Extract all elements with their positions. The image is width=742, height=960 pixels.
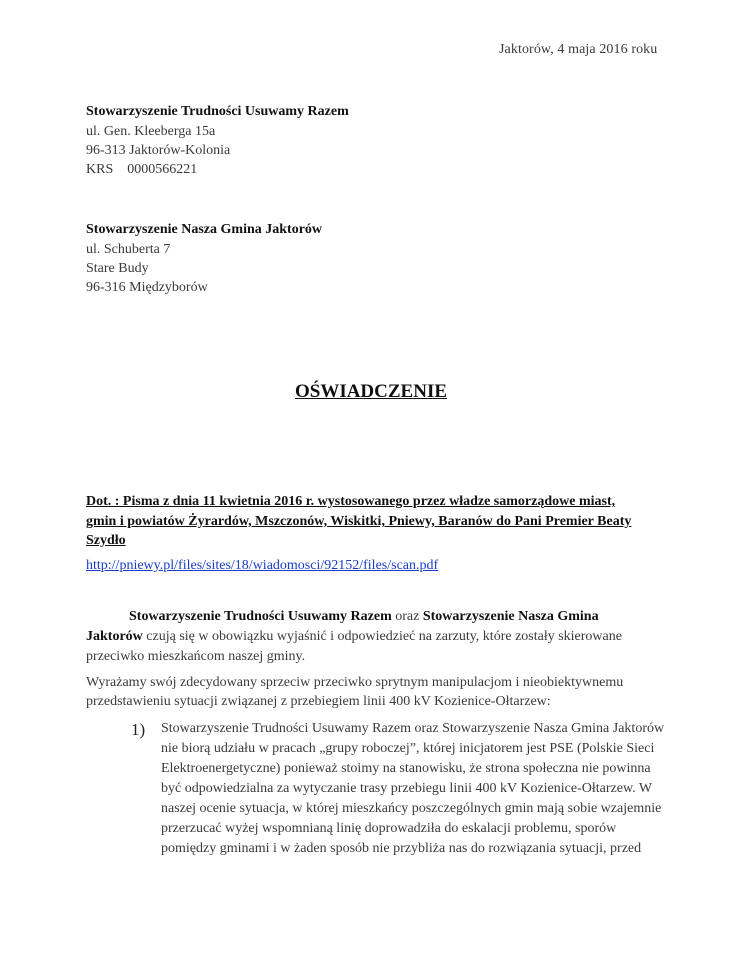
sender2-name: Stowarzyszenie Nasza Gmina Jaktorów [86, 222, 323, 237]
list-item-line: naszej ocenie sytuacja, w której mieszkańcy poszczególnych gmin mają sobie wzajemnie [161, 801, 662, 816]
document-title: OŚWIADCZENIE [294, 381, 448, 402]
list-item-line: pomiędzy gminami i w żaden sposób nie przybliża nas do rozwiązania sytuacji, przed [161, 841, 642, 856]
subject-line-1: Dot. : Pisma z dnia 11 kwietnia 2016 r. wystosowanego przez władze samorządowe miast, [86, 494, 616, 509]
sender2-street: ul. Schuberta 7 [86, 242, 171, 257]
paragraph1-line-1 [129, 609, 599, 625]
org2-name-part2: Jaktorów [86, 629, 143, 644]
paragraph1-rest: czują się w obowiązku wyjaśnić i odpowiedzieć na zarzuty, które zostały skierowane [142, 629, 622, 644]
list-item-line: nie biorą udziału w pracach „grupy roboczej”, której inicjatorem jest PSE (Polskie Sieci [161, 741, 655, 756]
sender1-name: Stowarzyszenie Trudności Usuwamy Razem [86, 104, 349, 119]
list-item-number: 1) [131, 720, 146, 739]
place-date: Jaktorów, 4 maja 2016 roku [499, 42, 658, 57]
sender2-village: Stare Budy [86, 261, 149, 276]
sender2-city: 96-316 Międzyborów [86, 280, 208, 295]
paragraph2-line-1: Wyrażamy swój zdecydowany sprzeciw przeciwko sprytnym manipulacjom i nieobiektywnemu [86, 675, 624, 690]
list-item-line: Elektroenergetyczne) ponieważ stoimy na stanowisku, że strona społeczna nie powinna [161, 761, 651, 776]
conjunction: oraz [391, 609, 423, 624]
org2-name-part1: Stowarzyszenie Nasza Gmina [422, 609, 599, 624]
sender1-krs: KRS 0000566221 [86, 162, 198, 177]
list-item-line: przerzucać wyżej wspomnianą linię doprowadziła do eskalacji problemu, sporów [161, 821, 617, 836]
list-item-line: być odpowiedzialna za wytyczanie trasy przebiegu linii 400 kV Kozienice-Ołtarzew. W [161, 781, 653, 796]
sender1-street: ul. Gen. Kleeberga 15a [86, 124, 216, 139]
paragraph2-line-2: przedstawieniu sytuacji związanej z przebiegiem linii 400 kV Kozienice-Ołtarzew: [86, 694, 551, 709]
sender1-city: 96-313 Jaktorów-Kolonia [86, 143, 231, 158]
subject-line-2: gmin i powiatów Żyrardów, Mszczonów, Wiskitki, Pniewy, Baranów do Pani Premier Beaty [86, 514, 632, 529]
source-link[interactable]: http://pniewy.pl/files/sites/18/wiadomosci/92152/files/scan.pdf [86, 558, 439, 573]
paragraph1-line-3: przeciwko mieszkańcom naszej gminy. [86, 649, 306, 664]
paragraph1-line-2 [86, 629, 622, 645]
org1-name: Stowarzyszenie Trudności Usuwamy Razem [129, 609, 392, 624]
subject-line-3: Szydło [86, 533, 126, 548]
list-item-line: Stowarzyszenie Trudności Usuwamy Razem oraz Stowarzyszenie Nasza Gmina Jaktorów [161, 721, 665, 736]
